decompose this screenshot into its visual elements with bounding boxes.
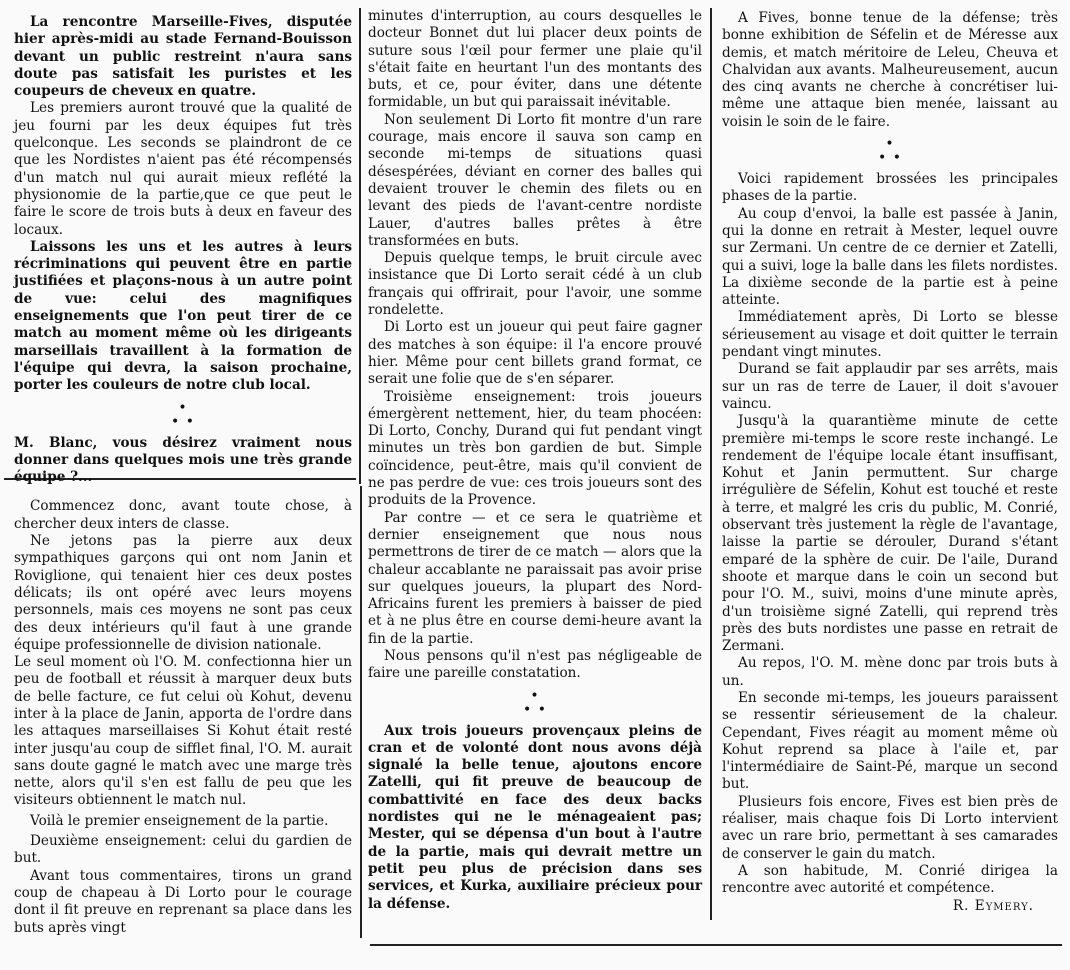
paragraph: Troisième enseignement: trois joueurs émergèrent nettement, hier, du team phocéen: Di Lorto, Conchy, Durand qui fut pendant vingt minutes un très bon gardien de but. Simple coïncidence, peut-être, mais qu'il convient de ne pas perdre de vue: ces trois joueurs sont des produits de la Provence. [368, 388, 702, 509]
paragraph: A Fives, bonne tenue de la défense; très bonne exhibition de Séfelin et de Méresse aux demis, et match méritoire de Leleu, Cheuva et Chalvidan aux avants. Malheureusement, aucun des cinq avants ne cherche à concrétiser lui-même une attaque bien menée, laissant au voisin le soin de le faire. [722, 10, 1058, 130]
paragraph: Jusqu'à la quarantième minute de cette première mi-temps le score reste inchangé. Le rendement de l'équipe locale étant insuffisant, Kohut et Janin permuttent. Sur charge irrégulière de Séfelin, Kohut est touché et reste à terre, et malgré les cris du public, M. Conrié, observant très justement la règle de l'avantage, laisse la partie se dérouler, Durand s'étant emparé de la sphère de cuir. De l'aile, Durand shoote et marque dans le coin un second but pour l'O. M., suivi, moins d'une minute après, d'un troisième signé Zatelli, qui reprend très près des buts nordistes une passe en retrait de Zermani. [722, 413, 1058, 655]
paragraph: Nous pensons qu'il n'est pas négligeable de faire une pareille constatation. [368, 647, 702, 682]
column-rule-right [710, 8, 712, 920]
paragraph: Avant tous commentaires, tirons un grand coup de chapeau à Di Lorto pour le courage dont il fit preuve en reprenant sa place dans les buts après vingt [14, 867, 352, 936]
paragraph: Par contre — et ce sera le quatrième et dernier enseignement que nous nous permettrons de tirer de ce match — alors que la chaleur accablante ne paraissait pas avoir prise sur quelques joueurs, la plupart des Nord-Africains furent les premiers à baisser de pied et à ne plus être en course demi-heure avant la fin de la partie. [368, 509, 702, 647]
paragraph: Aux trois joueurs provençaux pleins de cran et de volonté dont nous avons déjà signalé la belle tenue, ajoutons encore Zatelli, qui fit preuve de beaucoup de combattivité en face des deux backs nordistes qui ne le ménageaient pas; Mester, qui se dépensa d'un bout à l'autre de la partie, mais qui devrait mettre un petit peu plus de précision dans ses services, et Kurka, auxiliaire précieux pour la défense. [368, 722, 702, 912]
paragraph: En seconde mi-temps, les joueurs paraissent se ressentir sérieusement de la chaleur. Cependant, Fives réagit au moment même où Kohut reprend sa place à l'aile et, par l'intermédiaire de Saint-Pé, marque un second but. [722, 689, 1058, 793]
paragraph: Di Lorto est un joueur qui peut faire gagner des matches à son équipe: il l'a encore prouvé hier. Même pour cent billets grand format, ce serait une folie que de s'en séparer. [368, 319, 702, 388]
column-rule-left-bottom [360, 486, 362, 938]
paragraph: Depuis quelque temps, le bruit circule avec insistance que Di Lorto serait cédé à un club français qui offrirait, pour l'avoir, une somme rondelette. [368, 250, 702, 319]
column-3 [722, 10, 1058, 915]
section-separator-icon: • • • [523, 687, 547, 718]
column-2 [368, 8, 702, 913]
bottom-rule [370, 944, 1062, 946]
paragraph: Au coup d'envoi, la balle est passée à Janin, qui la donne en retrait à Mester, lequel ouvre sur Zermani. Un centre de ce dernier et Zatelli, qui a suivi, loge la balle dans les filets nordistes. La dixième seconde de la partie est à peine atteinte. [722, 205, 1058, 309]
paragraph: Durand se fait applaudir par ses arrêts, mais sur un ras de terre de Lauer, il doit s'avouer vaincu. [722, 361, 1058, 412]
lead-paragraph: La rencontre Marseille-Fives, disputée hier après-midi au stade Fernand-Bouisson devant un public restreint n'aura sans doute pas satisfait les puristes et les coupeurs de cheveux en quatre. [14, 14, 352, 100]
section-separator-icon: • • • [171, 399, 195, 430]
paragraph: Plusieurs fois encore, Fives est bien près de réaliser, mais chaque fois Di Lorto intervient avec un rare brio, permettant à ses camarades de conserver le gain du match. [722, 793, 1058, 862]
paragraph: Les premiers auront trouvé que la qualité de jeu fourni par les deux équipes fut très quelconque. Les seconds se plaindront de ce que les Nordistes n'aient pas été récompensés d'un match nul qui aurait mieux reflété la physionomie de la partie,que ce que peut le faire le score de trois buts à deux en faveur des locaux. [14, 100, 352, 238]
paragraph: Non seulement Di Lorto fit montre d'un rare courage, mais encore il sauva son camp en seconde mi-temps de situations quasi désespérées, déviant en corner des balles qui devaient trouver le chemin des filets ou en levant des pieds de l'avant-centre nordiste Lauer, d'autres balles prêtes à être transformées en buts. [368, 111, 702, 249]
paragraph: Laissons les uns et les autres à leurs récriminations qui peuvent être en partie justifiées et plaçons-nous à un autre point de vue: celui des magnifiques enseignements que l'on peut tirer de ce match au moment même où les dirigeants marseillais travaillent à la formation de l'équipe qui devra, la saison prochaine, porter les couleurs de notre club local. [14, 238, 352, 394]
paragraph: Immédiatement après, Di Lorto se blesse sérieusement au visage et doit quitter le terrain pendant vingt minutes. [722, 309, 1058, 361]
paragraph: minutes d'interruption, au cours desquelles le docteur Bonnet dut lui placer deux points de suture sous l'œil pour fermer une plaie qu'il s'était faite en heurtant l'un des montants des buts, et ce, pour éviter, dans une détente formidable, un but qui paraissait inévitable. [368, 8, 702, 111]
paragraph: Voici rapidement brossées les principales phases de la partie. [722, 171, 1058, 205]
author-signature: R. Eymery. [952, 897, 1034, 914]
paragraph: Ne jetons pas la pierre aux deux sympathiques garçons qui ont nom Janin et Roviglione, qui tenaient hier ces deux postes délicats; ils ont opéré avec leurs moyens personnels, mais ces moyens ne sont pas ceux des deux intérieurs qu'il faut à une grande équipe professionnelle de division nationale. [14, 533, 352, 653]
section-separator-icon: • • • [878, 136, 902, 167]
column-rule-left-top [359, 8, 361, 484]
paragraph: Commencez donc, avant toute chose, à chercher deux inters de classe. [14, 498, 352, 532]
paragraph: Au repos, l'O. M. mène donc par trois buts à un. [722, 655, 1058, 689]
paragraph: Voilà le premier enseignement de la partie. [30, 812, 329, 829]
paragraph: A son habitude, M. Conrié dirigea la rencontre avec autorité et compétence. [722, 862, 1058, 897]
paragraph: Le seul moment où l'O. M. confectionna hier un peu de football et réussit à marquer deux buts de belle facture, ce fut celui où Kohut, devenu inter à la place de Janin, apporta de l'ordre dans les attaques marseillaises Si Kohut était resté inter jusqu'au coup de sifflet final, l'O. M. aurait sans doute gagné le match avec une marge très nette, alors qu'il s'en est fallu de peu que les visiteurs obtiennent le match nul. [14, 654, 352, 809]
column-1 [14, 14, 352, 937]
paragraph: Deuxième enseignement: celui du gardien de but. [14, 833, 352, 867]
question-heading: M. Blanc, vous désirez vraiment nous donner dans quelques mois une très grande équipe ?... [14, 434, 352, 486]
